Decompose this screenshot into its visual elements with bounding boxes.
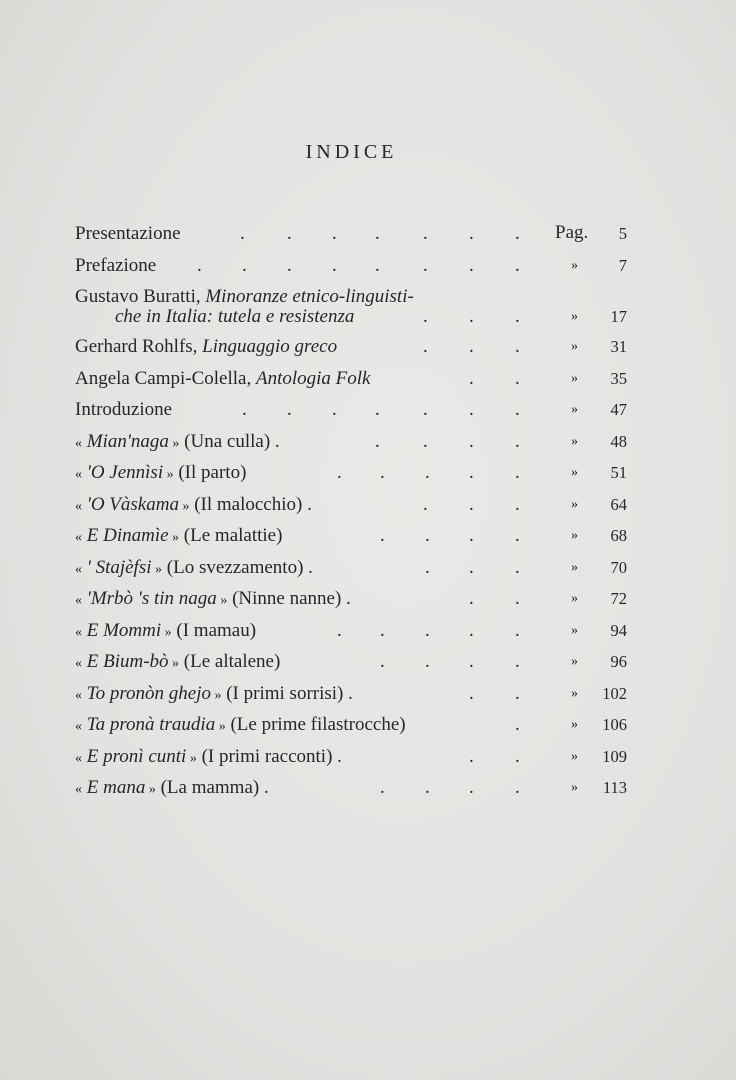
- entry-title: « Mian'naga » (Una culla) .: [75, 430, 280, 452]
- table-of-contents: [75, 220, 627, 806]
- toc-entry: « 'O Jennìsi » (Il parto) . . . . . » 51: [75, 459, 627, 491]
- ditto-mark: »: [571, 433, 578, 449]
- entry-title: « E Bium-bò » (Le altalene): [75, 651, 281, 672]
- page-number: 70: [610, 557, 627, 577]
- toc-entry: « 'Mrbò 's tin naga » (Ninne nanne) . . . » 72: [75, 585, 627, 617]
- toc-entry: « Mian'naga » (Una culla) . . . . . » 48: [75, 428, 627, 460]
- toc-entry: Gerhard Rohlfs, Linguaggio greco . . . » 31: [75, 333, 627, 365]
- page-number: 109: [602, 746, 627, 766]
- toc-entry: « 'O Vàskama » (Il malocchio) . . . . » 64: [75, 491, 627, 523]
- entry-title: « 'O Jennìsi » (Il parto): [75, 462, 247, 483]
- entry-title: Presentazione: [75, 223, 181, 244]
- page-number: 68: [610, 526, 627, 545]
- entry-title: Introduzione: [75, 399, 173, 420]
- entry-title: « ' Stajèfsi » (Lo svezzamento) .: [75, 556, 313, 578]
- entry-title: « E Mommi » (I mamau): [75, 619, 257, 641]
- index-title: INDICE: [305, 141, 398, 163]
- ditto-mark: »: [571, 402, 578, 417]
- ditto-mark: »: [571, 685, 578, 701]
- page-number: 106: [602, 715, 627, 734]
- ditto-mark: »: [571, 654, 578, 669]
- page-number: 48: [610, 431, 627, 451]
- toc-entry: « E Mommi » (I mamau) . . . . . » 94: [75, 617, 627, 649]
- ditto-mark: »: [571, 559, 578, 575]
- ditto-mark: »: [571, 622, 578, 638]
- ditto-mark: »: [571, 780, 578, 795]
- toc-entry: « ' Stajèfsi » (Lo svezzamento) . . . . » 70: [75, 554, 627, 586]
- page-label: Pag.: [555, 222, 589, 243]
- page-number: 72: [610, 589, 627, 608]
- ditto-mark: »: [571, 309, 578, 324]
- entry-title: « 'O Vàskama » (Il malocchio) .: [75, 493, 312, 515]
- page-number: 35: [610, 368, 627, 388]
- page-number: 7: [618, 255, 627, 275]
- page-number: 94: [610, 620, 627, 640]
- entry-title: « 'Mrbò 's tin naga » (Ninne nanne) .: [75, 588, 351, 609]
- toc-entry: « Ta pronà traudia » (Le prime filastrocche) . » 106: [75, 711, 627, 743]
- page-number: 5: [618, 224, 627, 243]
- page-number: 17: [610, 307, 627, 326]
- ditto-mark: »: [571, 591, 578, 606]
- page-number: 96: [610, 652, 627, 671]
- toc-entry: « E mana » (La mamma) . . . . . » 113: [75, 774, 627, 806]
- entry-title-continued: che in Italia: tutela e resistenza: [115, 306, 355, 327]
- toc-entry: « To pronòn ghejo » (I primi sorrisi) . . . » 102: [75, 680, 627, 712]
- page-number: 47: [610, 400, 627, 419]
- toc-entry: Introduzione . . . . . . . » 47: [75, 396, 627, 428]
- toc-entry: « E Dinamìe » (Le malattie) . . . . » 68: [75, 522, 627, 554]
- page-number: 113: [602, 778, 627, 797]
- ditto-mark: »: [571, 465, 578, 480]
- toc-entry: « E Bium-bò » (Le altalene) . . . . » 96: [75, 648, 627, 680]
- toc-entry: Angela Campi-Colella, Antologia Folk . . » 35: [75, 365, 627, 397]
- ditto-mark: »: [571, 528, 578, 543]
- ditto-mark: »: [571, 717, 578, 732]
- entry-title: « To pronòn ghejo » (I primi sorrisi) .: [75, 682, 353, 704]
- ditto-mark: »: [571, 339, 578, 354]
- page-number: 51: [610, 463, 627, 482]
- toc-entry: Gustavo Buratti, Minoranze etnico-linguisti- che in Italia: tutela e resistenza . . . » 17: [75, 283, 627, 333]
- ditto-mark: »: [571, 748, 578, 764]
- page-number: 31: [610, 337, 627, 356]
- entry-title: « E Dinamìe » (Le malattie): [75, 525, 283, 546]
- ditto-mark: »: [571, 257, 578, 273]
- page-number: 102: [602, 683, 627, 703]
- ditto-mark: »: [571, 496, 578, 512]
- entry-title: « E pronì cunti » (I primi racconti) .: [75, 745, 342, 767]
- entry-title: Prefazione: [75, 254, 157, 276]
- page-number: 64: [610, 494, 627, 514]
- toc-entry: Prefazione . . . . . . . . » 7: [75, 252, 627, 284]
- entry-title: « E mana » (La mamma) .: [75, 777, 269, 798]
- ditto-mark: »: [571, 370, 578, 386]
- toc-entry: « E pronì cunti » (I primi racconti) . . . » 109: [75, 743, 627, 775]
- entry-title: Angela Campi-Colella, Antologia Folk: [75, 367, 371, 389]
- entry-title: Gustavo Buratti, Minoranze etnico-linguisti-: [75, 286, 414, 307]
- entry-title: Gerhard Rohlfs, Linguaggio greco: [75, 336, 338, 357]
- toc-entry: Presentazione . . . . . . . Pag. 5: [75, 220, 627, 252]
- entry-title: « Ta pronà traudia » (Le prime filastrocche): [75, 714, 406, 735]
